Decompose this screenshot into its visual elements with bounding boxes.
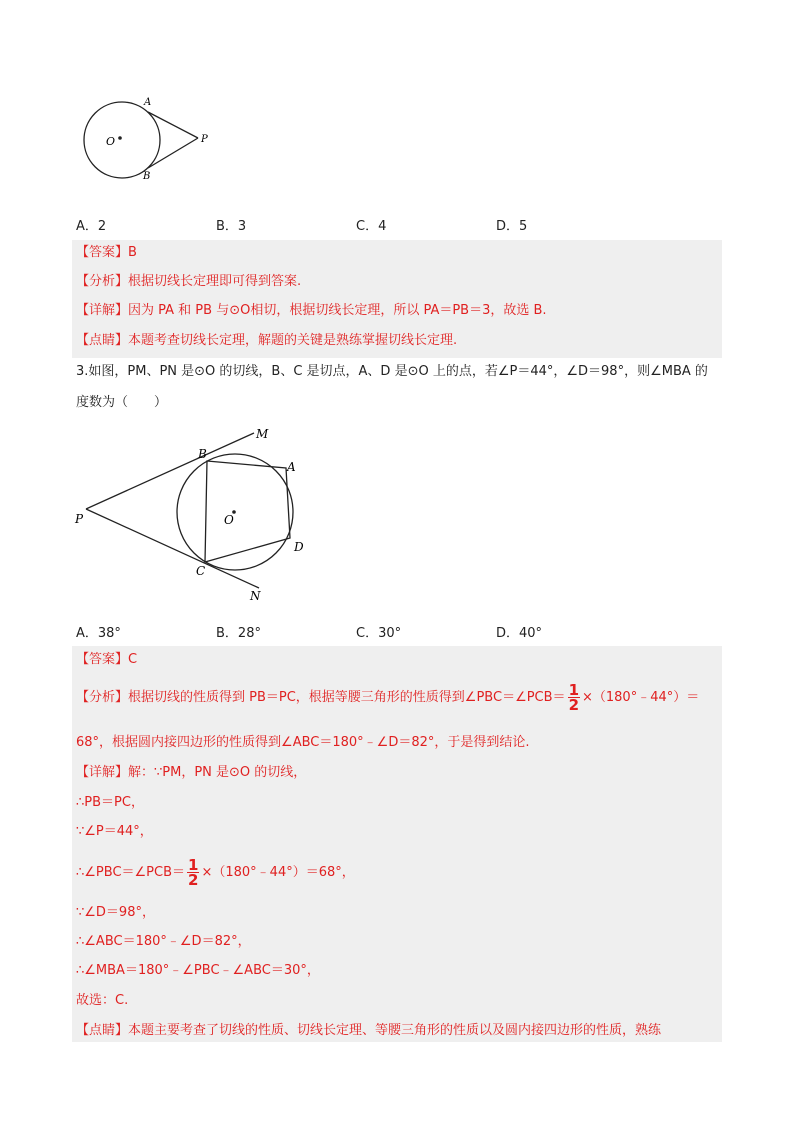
q3-stem-line2: 度数为（ ） — [76, 395, 168, 410]
q3-answer: 【答案】C — [76, 652, 138, 667]
q3-option-d: D．40° — [496, 626, 543, 641]
q2-analysis: 【分析】根据切线长定理即可得到答案. — [76, 274, 302, 289]
fig2-label-n: N — [250, 589, 261, 603]
q3-detail-7: ∴∠MBA＝180°﹣∠PBC﹣∠ABC＝30°， — [76, 963, 320, 978]
fig2-label-m: M — [256, 427, 269, 441]
q2-answer: 【答案】B — [76, 245, 137, 260]
q3-analysis-line2: 68°，根据圆内接四边形的性质得到∠ABC＝180°﹣∠D＝82°，于是得到结论. — [76, 735, 530, 750]
fig2-label-o: O — [224, 513, 234, 527]
fraction-denominator-2: 2 — [188, 871, 199, 889]
q3-comment: 【点睛】本题主要考查了切线的性质、切线长定理、等腰三角形的性质以及圆内接四边形的性质，熟练 — [76, 1023, 662, 1038]
q3-detail-1: 【详解】解：∵PM，PN 是⊙O 的切线， — [76, 765, 307, 780]
q3-detail-3: ∵∠P＝44°， — [76, 824, 153, 839]
figure-tangent-circle-1 — [80, 92, 220, 184]
fraction-numerator-2: 1 — [188, 856, 199, 874]
fig1-label-o: O — [106, 135, 116, 148]
fig1-label-p: P — [201, 134, 208, 145]
fraction-half-2 — [187, 858, 199, 887]
q3-detail-4-text-a: ∴∠PBC＝∠PCB＝ — [76, 865, 186, 880]
q2-option-a: A．2 — [76, 219, 107, 234]
fig1-label-b: B — [143, 171, 151, 182]
fig2-label-c: C — [196, 564, 206, 578]
q3-option-b: B．28° — [216, 626, 261, 641]
q3-analysis-line1 — [76, 683, 699, 712]
q3-option-a: A．38° — [76, 626, 121, 641]
q2-comment: 【点睛】本题考查切线长定理，解题的关键是熟练掌握切线长定理. — [76, 333, 458, 348]
q3-detail-4 — [76, 858, 355, 887]
fig2-label-d: D — [294, 540, 304, 554]
q2-option-b: B．3 — [216, 219, 247, 234]
q3-detail-8: 故选：C. — [76, 993, 129, 1008]
q3-analysis-text-b: ×（180°﹣44°）＝ — [582, 690, 700, 705]
fraction-numerator: 1 — [568, 681, 579, 699]
q3-detail-5: ∵∠D＝98°， — [76, 905, 155, 920]
fraction-half — [568, 683, 580, 712]
fig2-label-p: P — [75, 512, 84, 526]
q3-option-c: C．30° — [356, 626, 402, 641]
q3-analysis-text-a: 【分析】根据切线的性质得到 PB＝PC，根据等腰三角形的性质得到∠PBC＝∠PCB＝ — [76, 690, 566, 705]
fig2-label-a: A — [287, 460, 296, 474]
q2-detail: 【详解】因为 PA 和 PB 与⊙O相切，根据切线长定理，所以 PA＝PB＝3，故选 B. — [76, 303, 547, 318]
q3-detail-2: ∴PB＝PC， — [76, 795, 144, 810]
q2-option-c: C．4 — [356, 219, 387, 234]
figure-tangent-circle-2 — [72, 425, 322, 605]
q2-option-d: D．5 — [496, 219, 528, 234]
fig1-label-a: A — [144, 97, 152, 108]
fig2-label-b: B — [198, 447, 207, 461]
fraction-denominator: 2 — [568, 696, 579, 714]
q3-detail-6: ∴∠ABC＝180°﹣∠D＝82°， — [76, 934, 251, 949]
q3-stem-line1: 3.如图，PM、PN 是⊙O 的切线，B、C 是切点，A、D 是⊙O 上的点，若∠P＝44°，∠D＝98°，则∠MBA 的 — [76, 364, 708, 379]
q3-detail-4-text-b: ×（180°﹣44°）＝68°， — [201, 865, 355, 880]
